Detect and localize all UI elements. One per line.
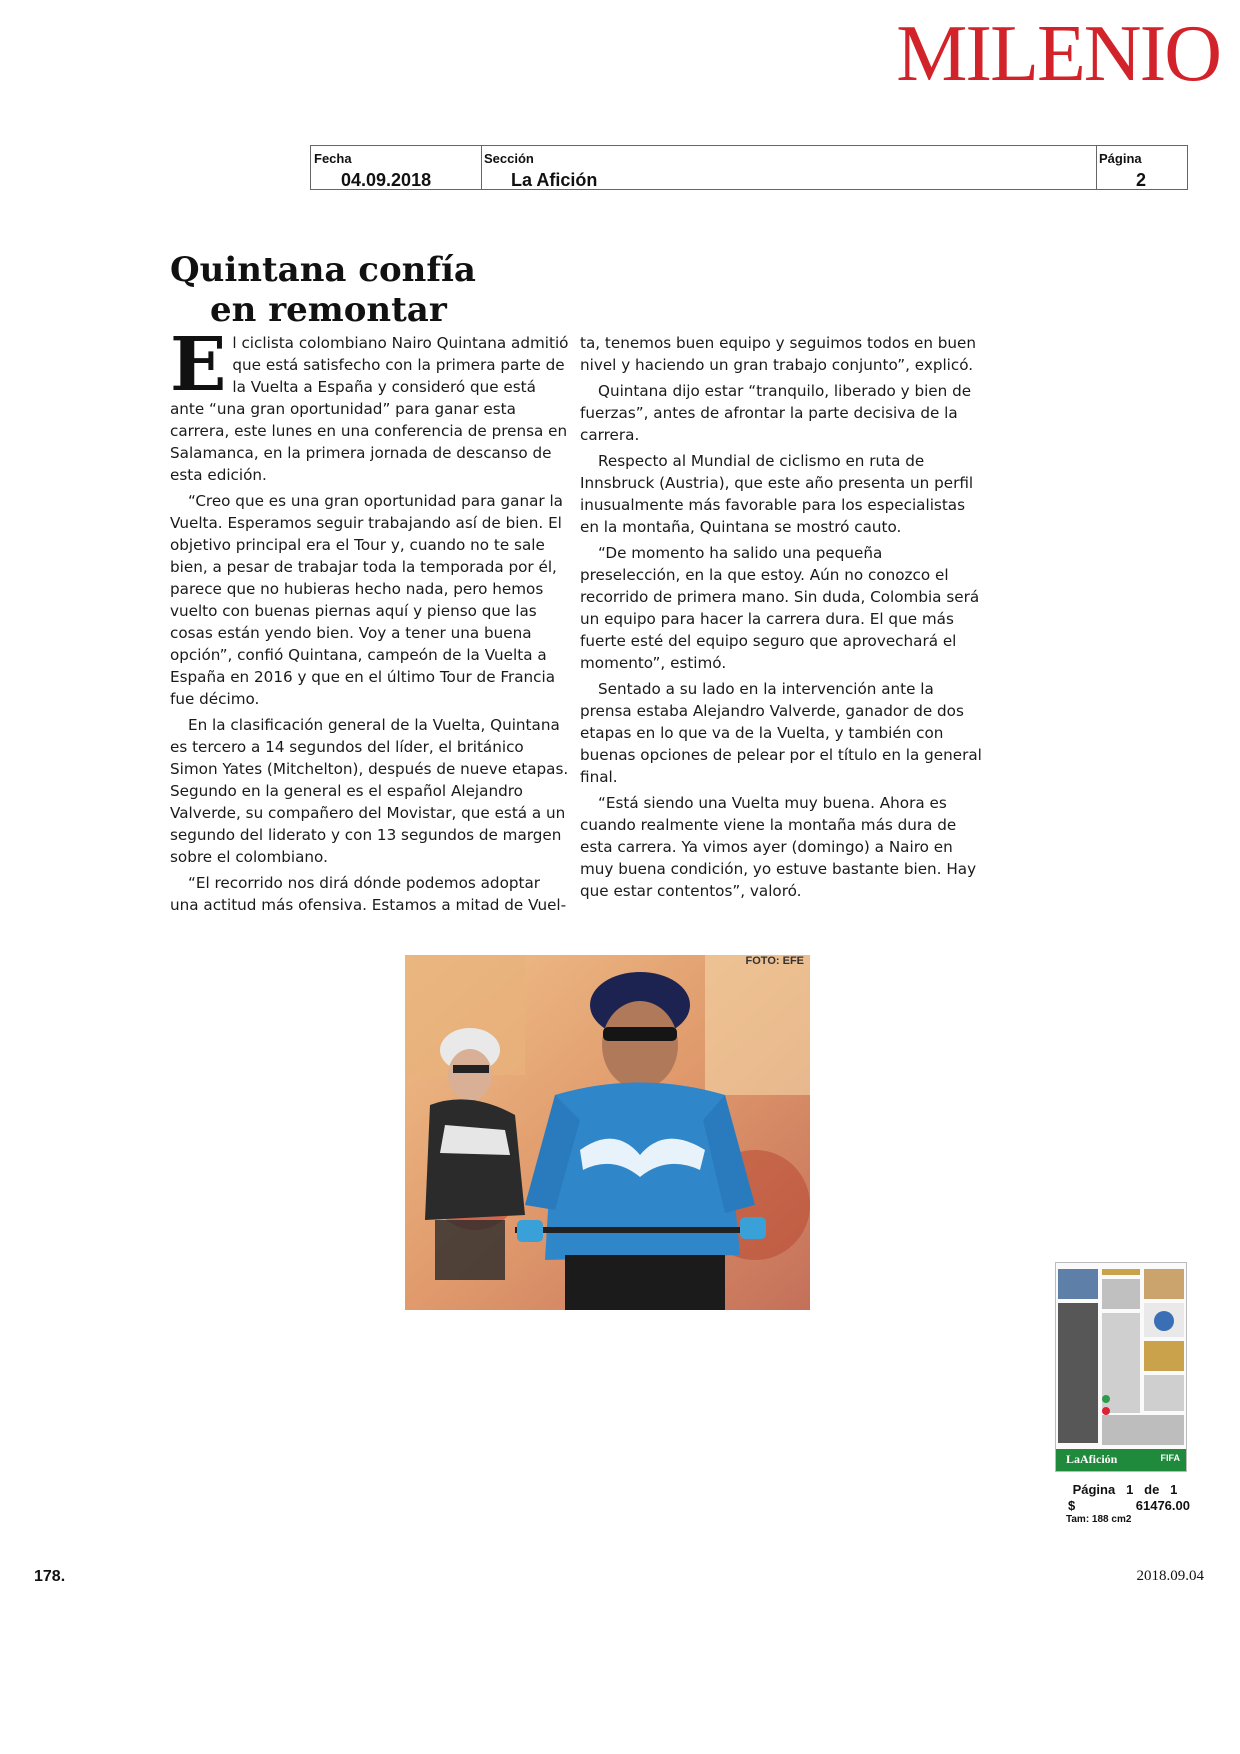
paragraph: Respecto al Mundial de ciclismo en ruta de Innsbruck (Austria), que este año presenta un perfil inusualmente más favorable para los especialistas en la montaña, Quintana se mostró cauto. (580, 452, 974, 536)
page-value (1060, 1498, 1190, 1514)
article-headline (170, 250, 630, 330)
meta-pagina-label: Página (1072, 1482, 1116, 1497)
paragraph: ta, tenemos buen equipo y seguimos todos en buen nivel y haciendo un gran trabajo conjunto”, explicó. (580, 334, 977, 374)
paragraph: “Está siendo una Vuelta muy buena. Ahora es cuando realmente viene la montaña más dura de esta carrera. Ya vimos ayer (domingo) a Nairo en muy buena condición, yo estuve bastante bien. Hay que estar contentos”, valoró. (580, 794, 977, 900)
cyclists-photo (405, 955, 810, 1310)
paragraph: “Creo que es una gran oportunidad para ganar la Vuelta. Esperamos seguir trabajando así de bien. El objetivo principal era el Tour y, cuando no te sale bien, a pesar de trabajar toda la temporada por él, parece que no hubieras hecho nada, pero hemos vuelto con buenas piernas aquí y pienso que las cosas están yendo bien. Voy a tener una buena opción”, confió Quintana, campeón de la Vuelta a España en 2016 y que en el último Tour de Francia fue décimo. (170, 492, 563, 708)
paragraph: “De momento ha salido una pequeña preselección, en la que estoy. Aún no conozco el recorrido de primera mano. Sin duda, Colombia será un equipo para hacer la carrera dura. El que más fuerte esté del equipo seguro que aprovechará el momento”, estimó. (580, 544, 980, 672)
meta-amount: 61476.00 (1135, 1498, 1190, 1513)
pagina-value: 2 (1136, 170, 1147, 190)
seccion-label: Sección (484, 151, 534, 166)
page-meta (1060, 1482, 1190, 1526)
thumbnail-page-preview (1056, 1263, 1186, 1449)
meta-pagina-total: 1 (1170, 1482, 1178, 1497)
paragraph: Quintana dijo estar “tranquilo, liberado y bien de fuerzas”, antes de afrontar la parte decisiva de la carrera. (580, 382, 972, 444)
fecha-value: 04.09.2018 (341, 170, 432, 190)
thumbnail-badge: FIFA (1160, 1453, 1180, 1463)
headline-line-2: en remontar (210, 290, 447, 330)
paragraph: En la clasificación general de la Vuelta, Quintana es tercero a 14 segundos del líder, el británico Simon Yates (Mitchelton), después de nueve etapas. Segundo en la general es el español Alejandro Valverde, su compañero del Movistar, que está a un segundo del liderato y con 13 segundos de margen sobre el colombiano. (170, 716, 569, 866)
thumbnail-footer (1056, 1449, 1186, 1471)
meta-size: Tam: 188 cm2 (1066, 1514, 1132, 1525)
seccion-cell (481, 146, 1097, 189)
fecha-label: Fecha (314, 151, 352, 166)
page-count (1060, 1482, 1190, 1498)
drop-cap: E (170, 322, 227, 408)
milenio-logo: MILENIO (896, 10, 1220, 98)
paragraph: Sentado a su lado en la intervención ante la prensa estaba Alejandro Valverde, ganador de dos etapas en lo que va de la Vuelta, y también con buenas opciones de pelear por el título en la general final. (580, 680, 982, 786)
clipping-number: 178. (34, 1568, 66, 1585)
fecha-cell (311, 146, 482, 189)
seccion-value: La Afición (511, 170, 598, 190)
pagina-cell (1096, 146, 1188, 189)
paragraph (170, 322, 572, 486)
headline-line-1: Quintana confía (170, 250, 476, 290)
info-bar (310, 145, 1188, 190)
thumbnail-brand: LaAfición (1066, 1452, 1118, 1466)
photo-credit: FOTO: EFE (745, 955, 804, 967)
article-column-right (580, 332, 982, 906)
article-column-left (170, 322, 572, 920)
cyclists-illustration (405, 955, 810, 1310)
meta-pagina-num: 1 (1126, 1482, 1134, 1497)
pagina-label: Página (1099, 151, 1142, 166)
meta-currency: $ (1068, 1498, 1076, 1513)
footer-date: 2018.09.04 (1136, 1568, 1204, 1584)
page-thumbnail[interactable] (1055, 1262, 1187, 1472)
meta-de-label: de (1144, 1482, 1160, 1497)
paragraph: “El recorrido nos dirá dónde podemos adoptar una actitud más ofensiva. Estamos a mitad de Vuel- (170, 874, 567, 914)
paragraph-text: l ciclista colombiano Nairo Quintana admitió que está satisfecho con la primera parte de la Vuelta a España y consideró que está ante “una gran oportunidad” para ganar esta carrera, este lunes en una conferencia de prensa en Salamanca, en la primera jornada de descanso de esta edición. (170, 334, 569, 484)
